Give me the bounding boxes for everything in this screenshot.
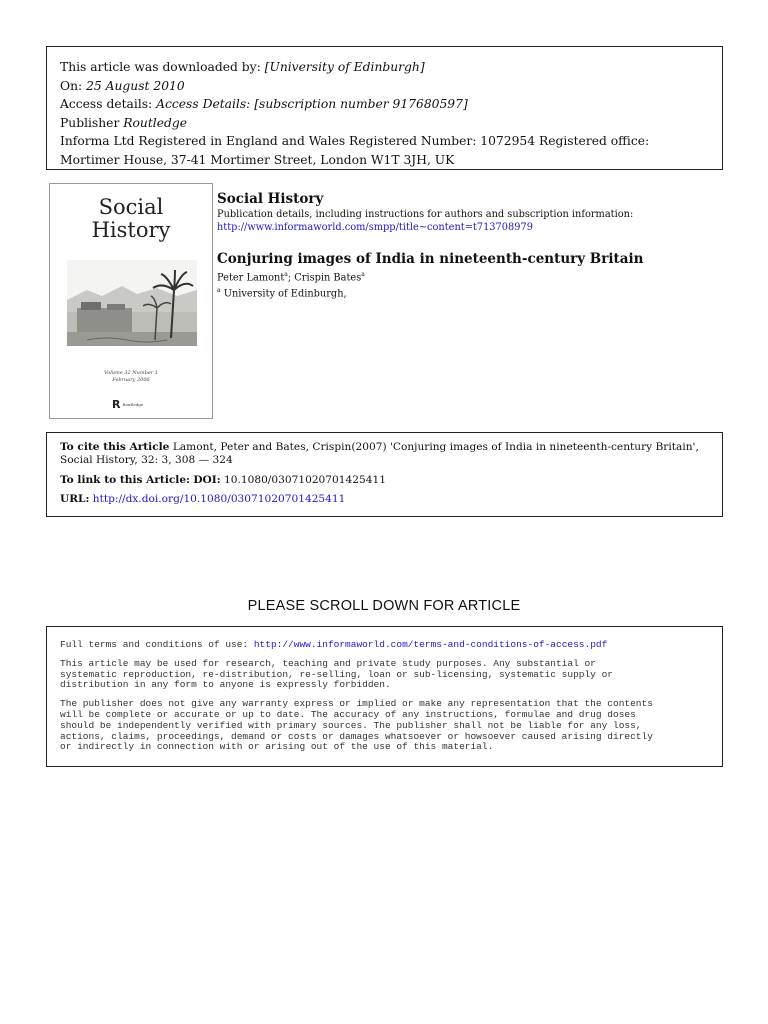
affiliation (217, 284, 717, 300)
full-terms-line (60, 640, 709, 651)
access-details-line (60, 95, 710, 114)
author-2: ; Crispin Bates (287, 272, 362, 284)
affiliation-text: University of Edinburgh, (220, 288, 347, 300)
download-date-value: 25 August 2010 (86, 78, 185, 93)
doi-line (60, 474, 710, 487)
download-date-label: On: (60, 78, 83, 93)
citation-box (46, 432, 723, 517)
download-notice-box (46, 46, 723, 170)
journal-title: Social History (217, 191, 324, 207)
article-url-link[interactable]: http://dx.doi.org/10.1080/03071020701425411 (92, 493, 346, 506)
affiliation-marker: a (217, 287, 221, 295)
registration-info: Informa Ltd Registered in England and Wales Registered Number: 1072954 Registered office: Mortimer House, 37-41 Mortimer Street, London W1T 3JH, UK (60, 134, 650, 167)
terms-paragraph-2: The publisher does not give any warranty express or implied or make any representation that the contents will be complete or accurate or up to date. The accuracy of any instructions, formulae and drug doses should be independently verified with primary sources. The publisher shall not be liable for any loss, actions, claims, proceedings, demand or costs or damages whatsoever or howsoever caused arising directly or indirectly in connection with or arising out of the use of this material. (60, 698, 653, 753)
publisher-line (60, 114, 710, 133)
cover-engraving-illustration (67, 260, 197, 346)
cover-title-line2: History (91, 218, 171, 242)
publisher-label: Publisher (60, 115, 120, 130)
downloaded-by-label: This article was downloaded by: (60, 60, 261, 74)
cover-publisher-logo (112, 398, 143, 411)
cover-title-line1: Social (98, 195, 164, 219)
access-details-label: Access details: (60, 97, 153, 111)
downloaded-by-value: [University of Edinburgh] (264, 60, 425, 74)
url-line (60, 493, 710, 506)
cite-text: Lamont, Peter and Bates, Crispin(2007) 'Conjuring images of India in nineteenth-century Britain', Social History, 32: 3, 308 — 324 (60, 441, 699, 467)
cover-volume-info (50, 370, 212, 384)
full-terms-label: Full terms and conditions of use: (60, 639, 254, 650)
routledge-logo-icon: R (112, 398, 121, 411)
cite-label: To cite this Article (60, 441, 170, 453)
authors: Peter Lamont$^a$; Crispin Bates$^a$ (217, 271, 365, 284)
download-date-line (60, 77, 710, 96)
terms-url-link[interactable]: http://www.informaworld.com/terms-and-conditions-of-access.pdf (253, 639, 608, 650)
cover-date: February 2006 (112, 377, 150, 383)
link-label: To link to this Article: (60, 473, 190, 486)
cover-volume: Volume 32 Number 1 (104, 370, 158, 376)
journal-url-link[interactable]: http://www.informaworld.com/smpp/title~content=t713708979 (217, 222, 533, 233)
downloaded-by-line (60, 58, 710, 77)
publisher-value: Routledge (123, 115, 188, 130)
cover-publisher-name: Routledge (122, 402, 144, 407)
author-1: Peter Lamont (217, 272, 285, 284)
journal-cover-image (49, 183, 213, 419)
publication-details: Publication details, including instructions for authors and subscription information: (217, 209, 634, 220)
doi-label: DOI: (193, 473, 221, 486)
scroll-notice: PLEASE SCROLL DOWN FOR ARTICLE (247, 598, 521, 614)
cite-this-article (60, 441, 710, 468)
doi-value: 10.1080/03071020701425411 (224, 473, 386, 486)
access-details-value: Access Details: [subscription number 917680597] (156, 97, 468, 111)
cover-title (50, 196, 212, 242)
article-title: Conjuring images of India in nineteenth-century Britain (217, 251, 644, 267)
terms-box (46, 626, 723, 767)
url-label: URL: (60, 493, 90, 506)
terms-paragraph-1: This article may be used for research, teaching and private study purposes. Any substantial or systematic reproduction, re-distribution, re-selling, loan or sub-licensing, systematic supply or distribution in any form to anyone is expressly forbidden. (60, 657, 613, 691)
publication-info (217, 190, 717, 301)
